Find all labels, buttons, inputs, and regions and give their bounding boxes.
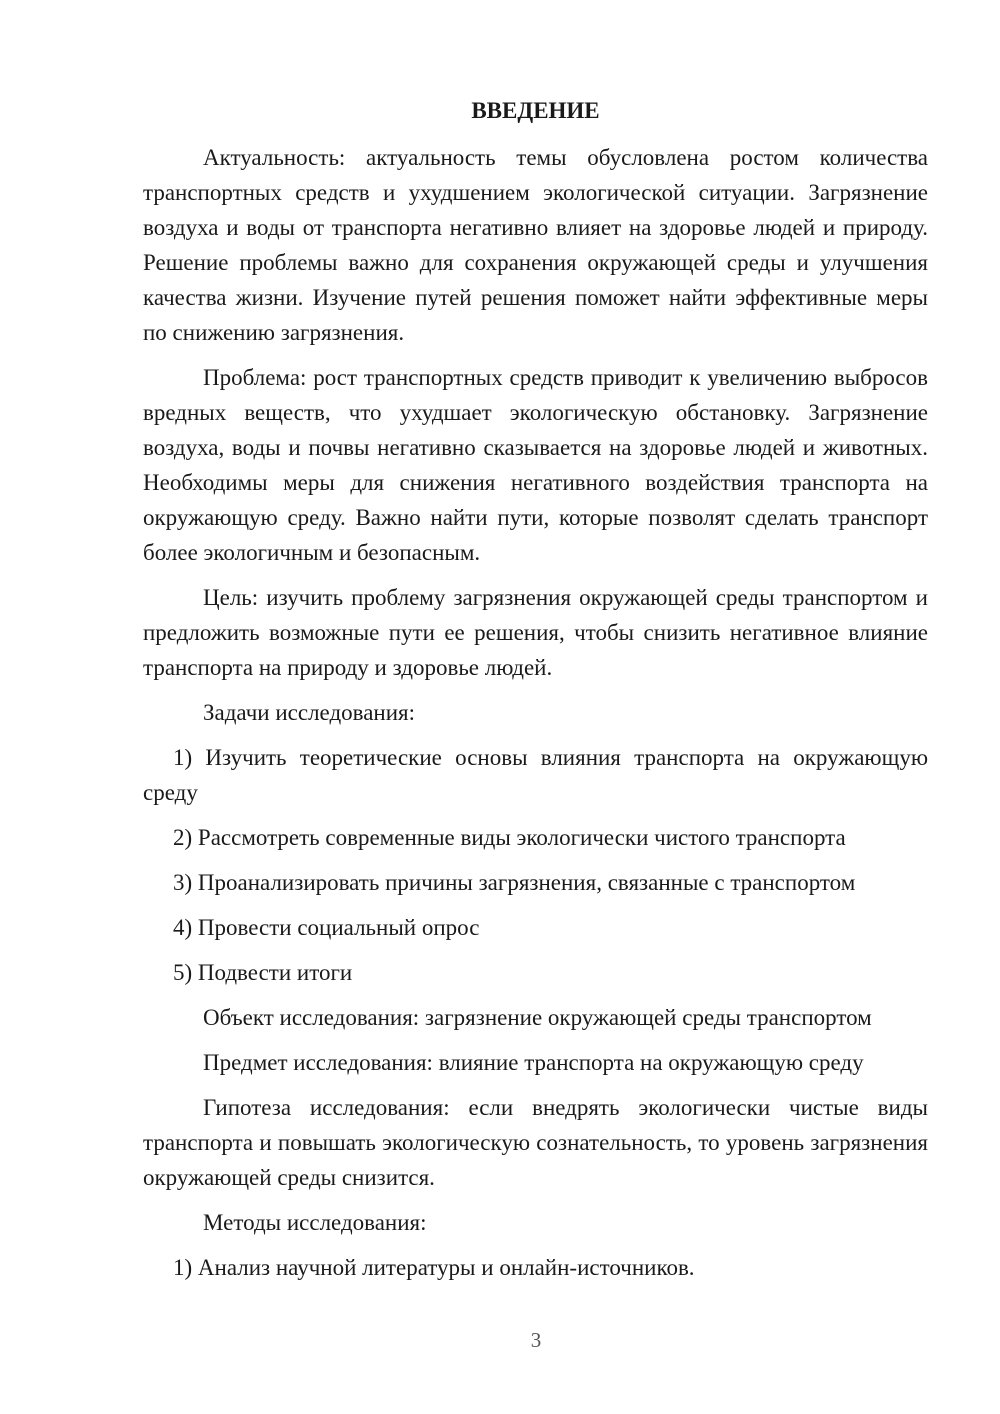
task-item-5: 5) Подвести итоги	[173, 960, 353, 985]
tasks-heading: Задачи исследования:	[203, 700, 416, 725]
method-item-1: 1) Анализ научной литературы и онлайн-источников.	[173, 1255, 695, 1280]
goal-paragraph: Цель: изучить проблему загрязнения окружающей среды транспортом и предложить возможные пути ее решения, чтобы снизить негативное влияние транспорта на природу и здоровье людей.	[143, 585, 928, 680]
document-body	[143, 96, 928, 1295]
research-object: Объект исследования: загрязнение окружающей среды транспортом	[203, 1005, 872, 1030]
task-item-4: 4) Провести социальный опрос	[173, 915, 480, 940]
methods-heading: Методы исследования:	[203, 1210, 427, 1235]
page-title: ВВЕДЕНИЕ	[471, 98, 600, 123]
task-item-3: 3) Проанализировать причины загрязнения, связанные с транспортом	[173, 870, 856, 895]
relevance-paragraph: Актуальность: актуальность темы обусловлена ростом количества транспортных средств и ухудшением экологической ситуации. Загрязнение воздуха и воды от транспорта негативно влияет на здоровье людей и природу. Решение проблемы важно для сохранения окружающей среды и улучшения качества жизни. Изучение путей решения поможет найти эффективные меры по снижению загрязнения.	[143, 145, 928, 345]
research-hypothesis: Гипотеза исследования: если внедрять экологически чистые виды транспорта и повышать экологическую сознательность, то уровень загрязнения окружающей среды снизится.	[143, 1095, 928, 1190]
page-number: 3	[530, 1328, 542, 1352]
task-item-2: 2) Рассмотреть современные виды экологически чистого транспорта	[173, 825, 846, 850]
research-subject: Предмет исследования: влияние транспорта на окружающую среду	[203, 1050, 864, 1075]
task-item-1: 1) Изучить теоретические основы влияния транспорта на окружающую среду	[143, 745, 928, 805]
problem-paragraph: Проблема: рост транспортных средств приводит к увеличению выбросов вредных веществ, что ухудшает экологическую обстановку. Загрязнение воздуха, воды и почвы негативно сказывается на здоровье людей и животных. Необходимы меры для снижения негативного воздействия транспорта на окружающую среду. Важно найти пути, которые позволят сделать транспорт более экологичным и безопасным.	[143, 365, 928, 565]
